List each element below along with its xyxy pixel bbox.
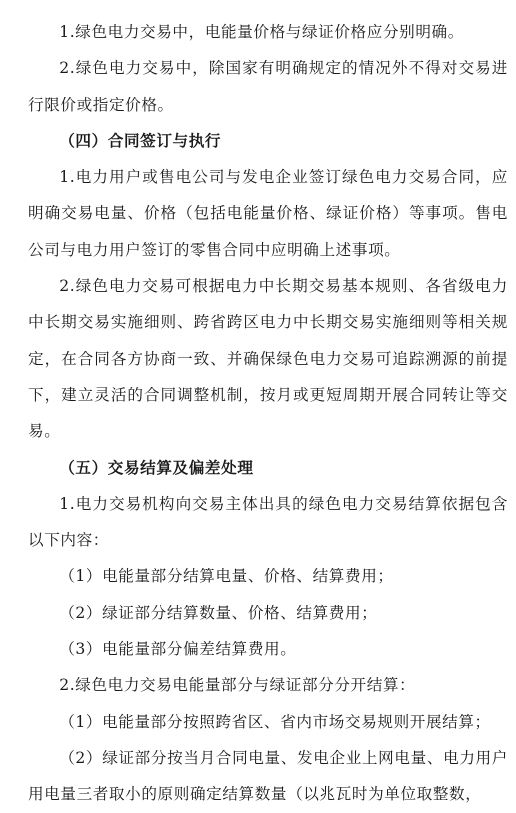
section-heading-contract: （四）合同签订与执行 — [59, 130, 222, 150]
list-item-deviation-settlement: （3）电能量部分偏差结算费用。 — [59, 640, 297, 659]
paragraph-settlement-basis: 1.电力交易机构向交易主体出具的绿色电力交易结算依据包含以下内容： — [28, 494, 508, 550]
paragraph-separate-settlement: 2.绿色电力交易电能量部分与绿证部分分开结算： — [59, 676, 416, 695]
section-heading-settlement: （五）交易结算及偏差处理 — [59, 457, 254, 477]
list-item-energy-settlement: （1）电能量部分结算电量、价格、结算费用； — [59, 567, 394, 586]
paragraph-contract-signing: 1.电力用户或售电公司与发电企业签订绿色电力交易合同，应明确交易电量、价格（包括电能量价格、绿证价格）等事项。售电公司与电力用户签订的零售合同中应明确上述事项。 — [28, 168, 508, 259]
list-item-energy-rules: （1）电能量部分按照跨省区、省内市场交易规则开展结算； — [59, 712, 491, 731]
paragraph-price-separation: 1.绿色电力交易中，电能量价格与绿证价格应分别明确。 — [59, 23, 464, 41]
paragraph-contract-adjustment: 2.绿色电力交易可根据电力中长期交易基本规则、各省级电力中长期交易实施细则、跨省跨区电力中长期交易实施细则等相关规定，在合同各方协商一致、并确保绿色电力交易可追踪溯源的前提下，建立灵活的合同调整机制，按月或更短周期开展合同转让等交易。 — [28, 277, 508, 441]
paragraph-no-price-limit: 2.绿色电力交易中，除国家有明确规定的情况外不得对交易进行限价或指定价格。 — [28, 59, 508, 114]
list-item-certificate-settlement: （2）绿证部分结算数量、价格、结算费用； — [59, 603, 378, 622]
list-item-certificate-quantity: （2）绿证部分按当月合同电量、发电企业上网电量、电力用户用电量三者取小的原则确定结算数量（以兆瓦时为单位取整数， — [28, 748, 508, 804]
